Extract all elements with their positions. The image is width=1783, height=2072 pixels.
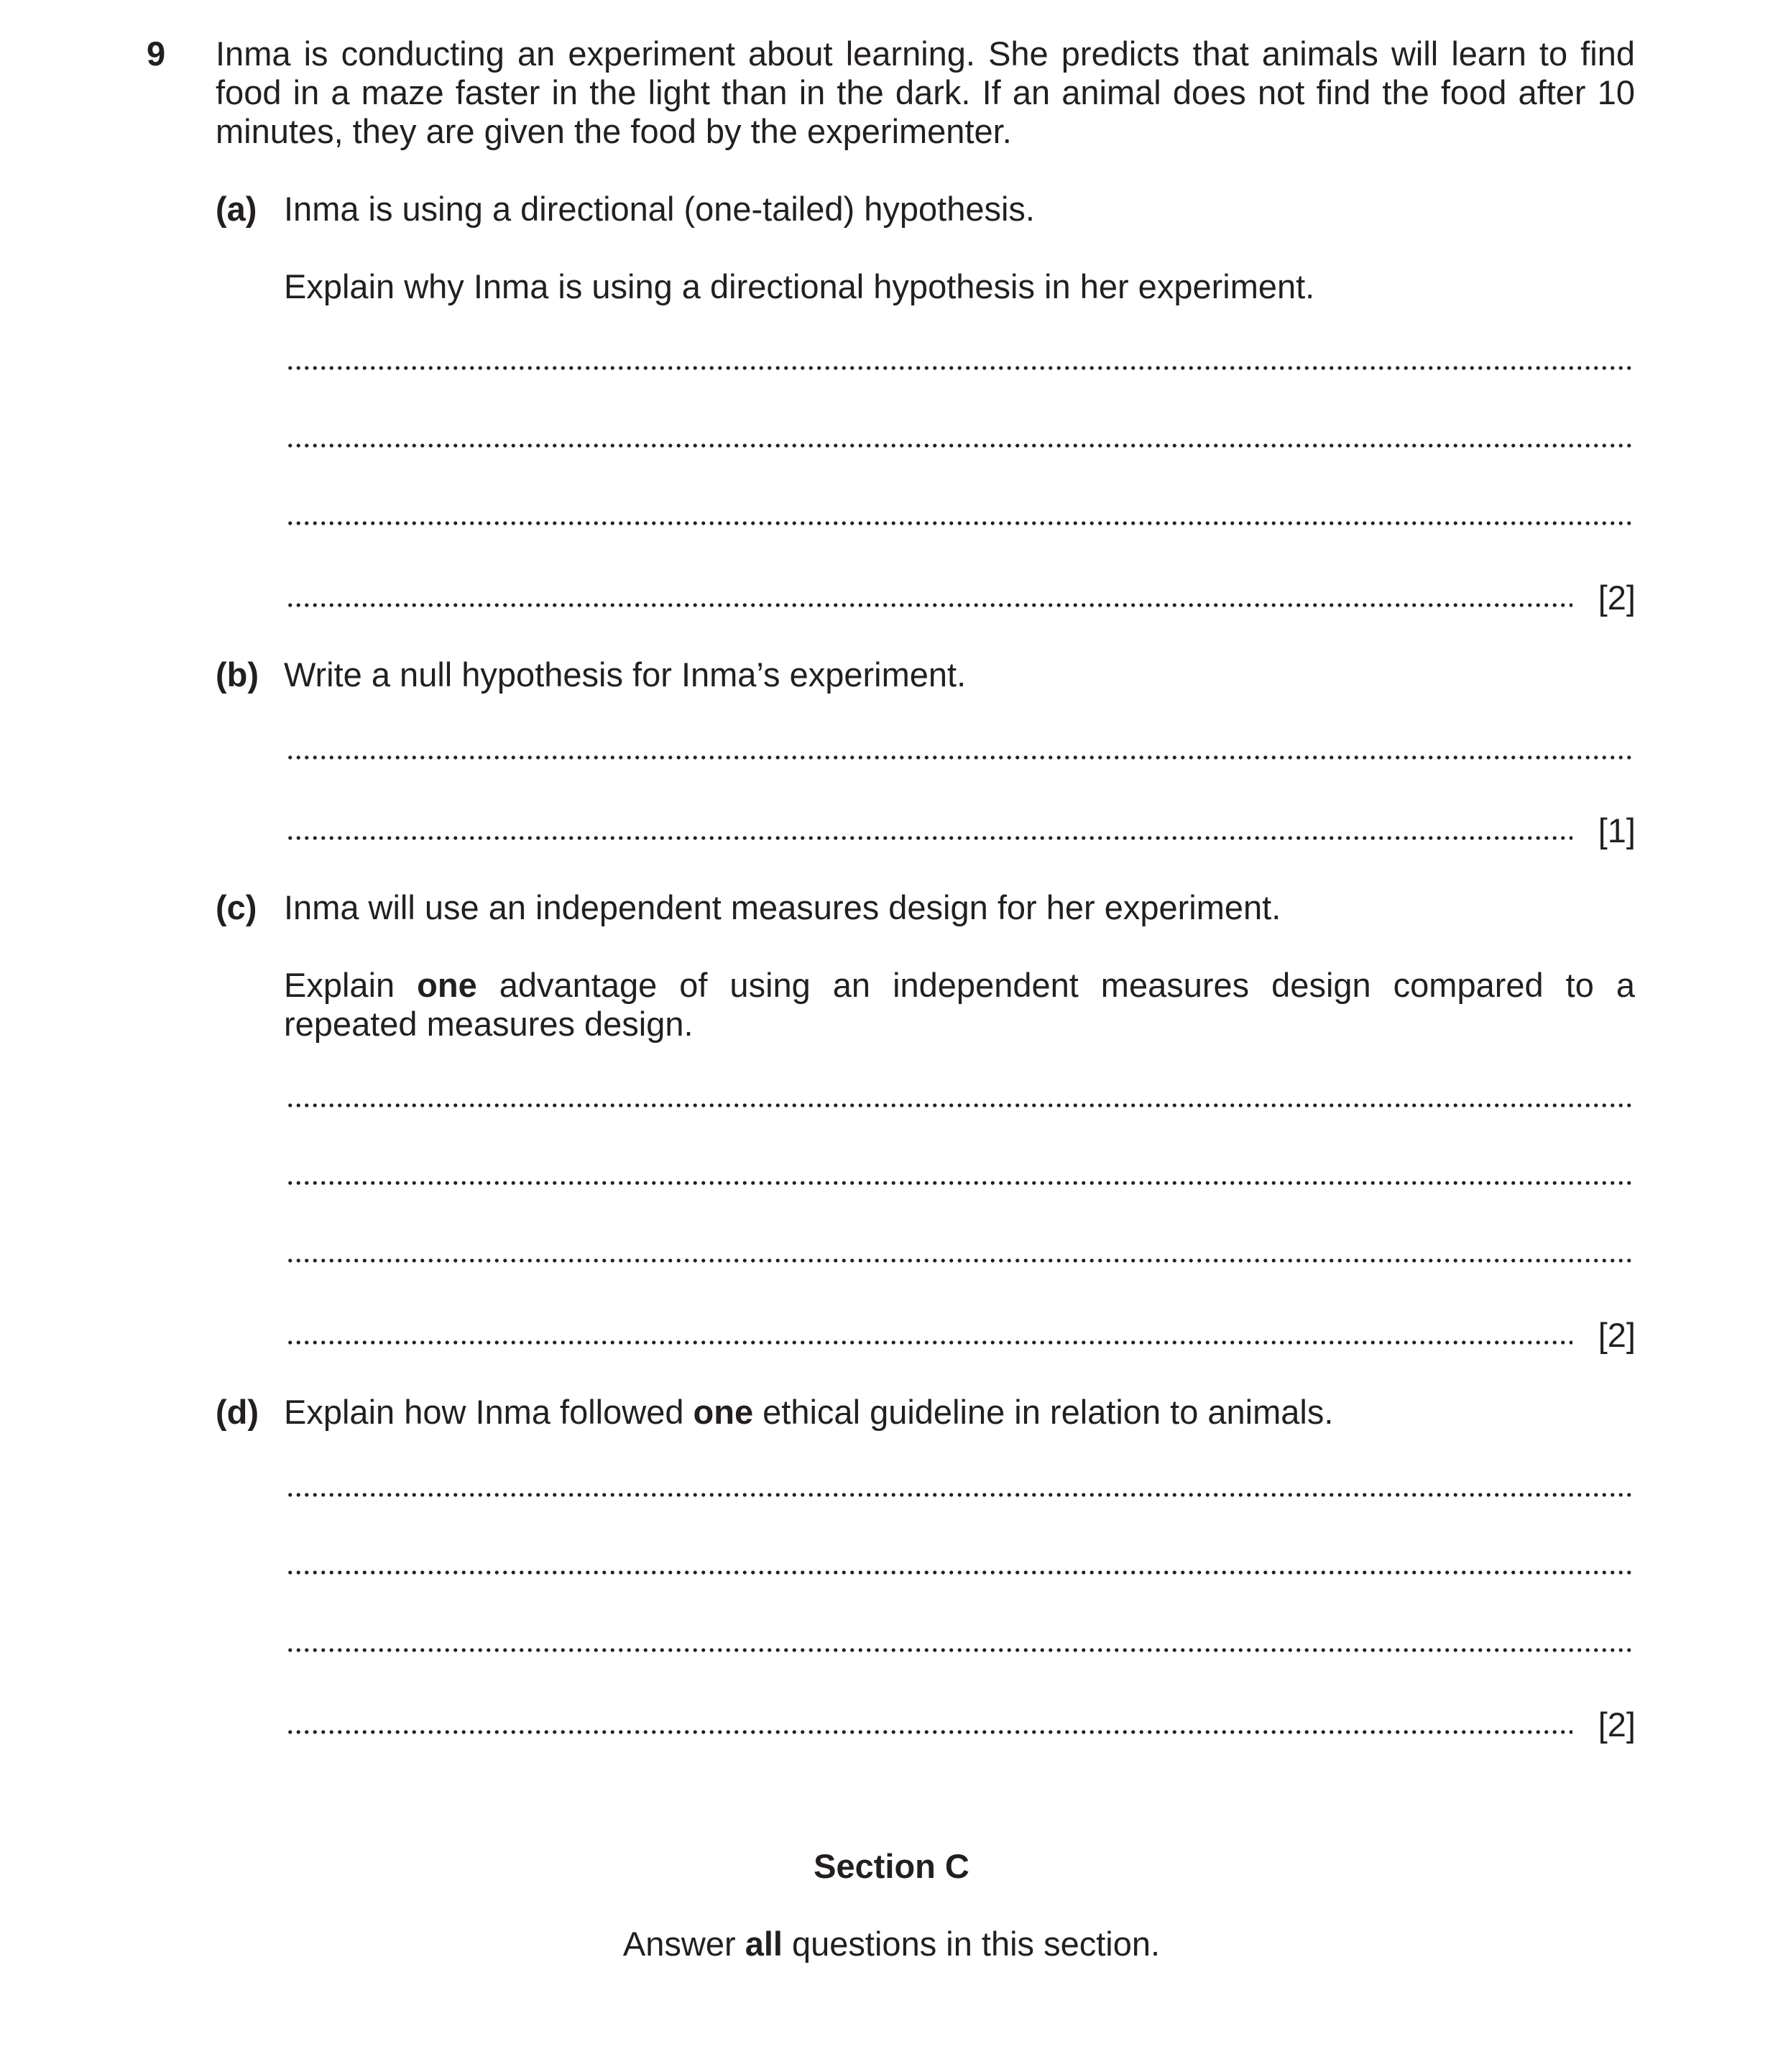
answer-line[interactable] <box>286 441 1634 450</box>
answer-line[interactable] <box>286 1491 1634 1499</box>
answer-line[interactable] <box>286 519 1634 528</box>
answer-line[interactable] <box>286 834 1572 842</box>
part-c-instruction-start: Explain <box>284 966 418 1004</box>
answer-line[interactable] <box>286 1338 1572 1347</box>
part-c-label: (c) <box>216 888 257 926</box>
part-a-text: Inma is using a directional (one-tailed) hypothesis. <box>284 190 1035 228</box>
section-instruction-start: Answer <box>622 1925 745 1963</box>
part-a-marks: [2] <box>1598 579 1636 617</box>
section-instruction-end: questions in this section. <box>782 1925 1161 1963</box>
part-d-text-end: ethical guideline in relation to animals. <box>753 1393 1334 1431</box>
part-b-text: Write a null hypothesis for Inma’s experiment. <box>284 655 967 694</box>
part-c-instruction-end: advantage of using an independent measures design compared to a repeated measures design. <box>284 966 1635 1043</box>
part-d-marks: [2] <box>1598 1705 1636 1744</box>
part-c-emphasis: one <box>417 966 477 1004</box>
section-instruction-emphasis: all <box>745 1925 783 1963</box>
question-number: 9 <box>147 34 166 73</box>
section-instruction <box>0 1925 1783 1963</box>
part-a-label: (a) <box>216 190 257 228</box>
answer-line[interactable] <box>286 1101 1634 1110</box>
part-b-label: (b) <box>216 655 259 694</box>
answer-line[interactable] <box>286 1179 1634 1187</box>
part-b-marks: [1] <box>1598 811 1636 849</box>
answer-line[interactable] <box>286 1728 1572 1736</box>
section-title: Section C <box>814 1847 969 1885</box>
answer-line[interactable] <box>286 753 1634 762</box>
answer-line[interactable] <box>286 1568 1634 1577</box>
answer-line[interactable] <box>286 1256 1634 1265</box>
part-a-instruction: Explain why Inma is using a directional hypothesis in her experiment. <box>284 267 1315 305</box>
part-c-text: Inma will use an independent measures design for her experiment. <box>284 888 1281 926</box>
answer-line[interactable] <box>286 1646 1634 1654</box>
part-c-marks: [2] <box>1598 1316 1636 1354</box>
part-d-emphasis: one <box>693 1393 754 1431</box>
part-d-label: (d) <box>216 1393 259 1431</box>
part-d-text <box>284 1393 1635 1432</box>
answer-line[interactable] <box>286 364 1634 372</box>
question-stem: Inma is conducting an experiment about learning. She predicts that animals will learn to find food in a maze faster in the light than in the dark. If an animal does not find the food after 10 minutes, they are given the food by the experimenter. <box>216 34 1635 150</box>
answer-line[interactable] <box>286 601 1572 609</box>
part-c-instruction <box>284 966 1635 1044</box>
part-d-text-start: Explain how Inma followed <box>284 1393 694 1431</box>
